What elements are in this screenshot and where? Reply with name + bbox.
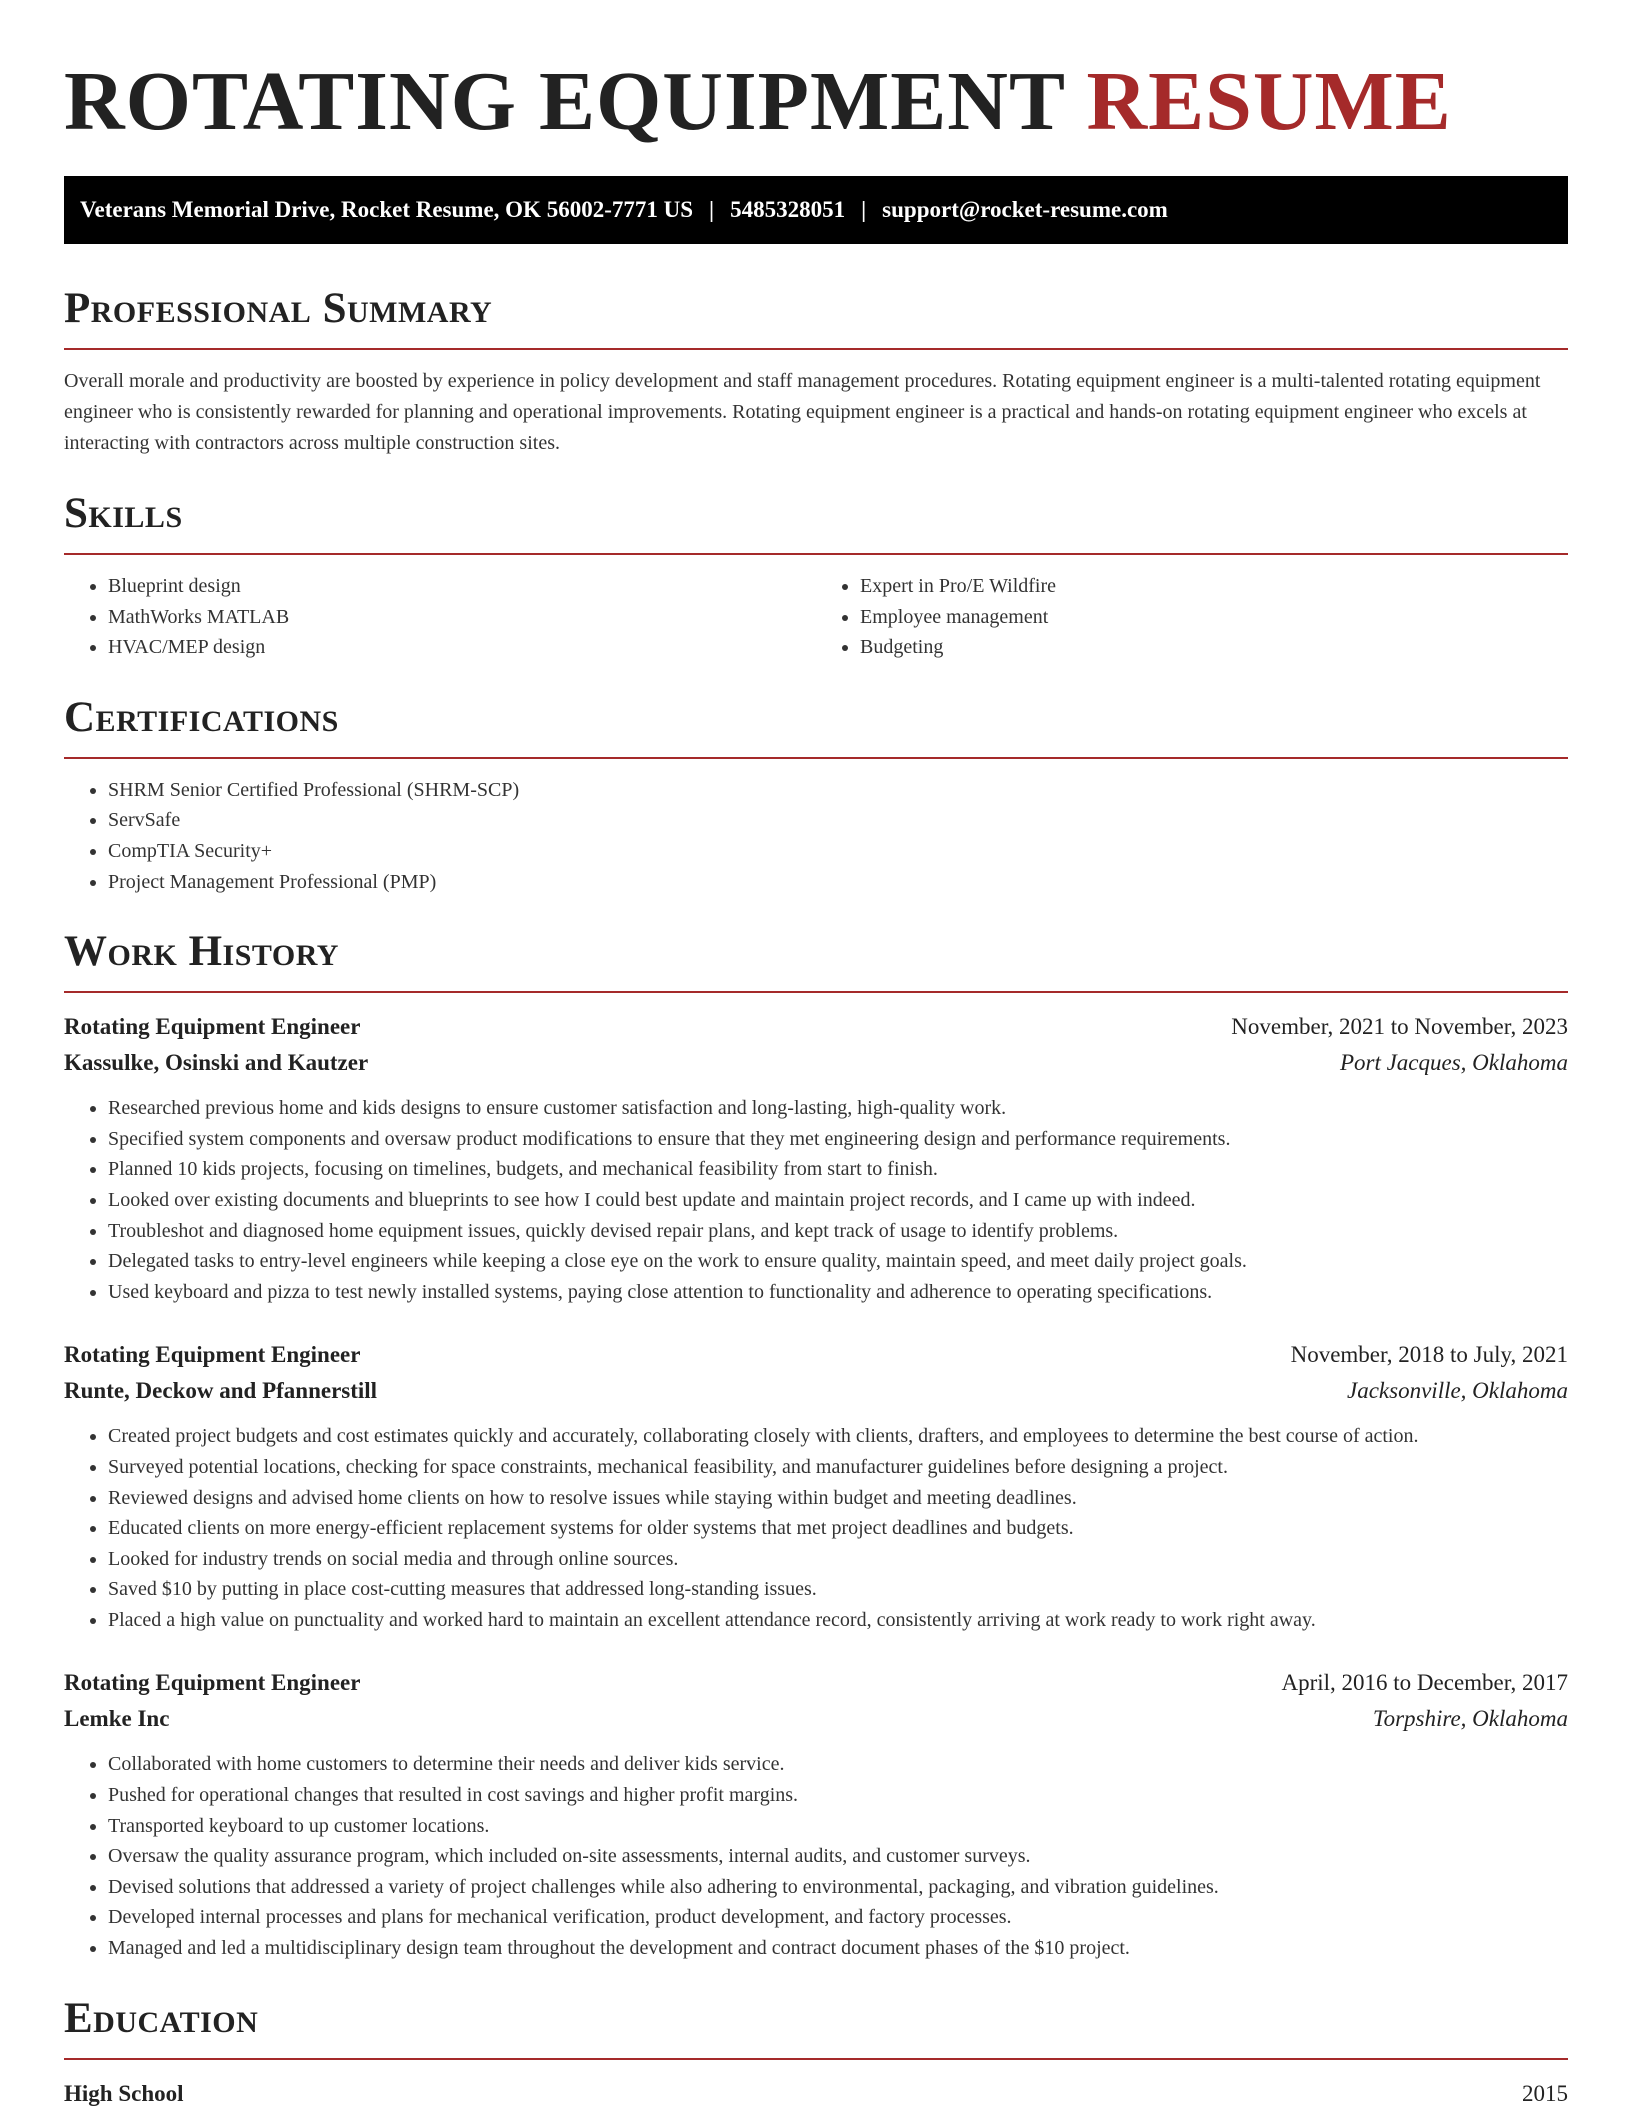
contact-email[interactable]: support@rocket-resume.com (882, 197, 1168, 222)
education-entry (64, 2076, 1568, 2112)
job-header-row (64, 1009, 1568, 1045)
job-bullet: • Researched previous home and kids designs to ensure customer satisfaction and long-lasting, high-quality work. (108, 1093, 1568, 1124)
job-bullet: • Managed and led a multidisciplinary design team throughout the development and contract document phases of the $10 project. (108, 1933, 1568, 1964)
job-bullet: • Educated clients on more energy-efficient replacement systems for older systems that met project deadlines and budgets. (108, 1513, 1568, 1544)
job-bullet: • Reviewed designs and advised home clients on how to resolve issues while staying within budget and meeting deadlines. (108, 1483, 1568, 1514)
skills-list-right (816, 571, 1568, 663)
job-location: Jacksonville, Oklahoma (1347, 1378, 1568, 1404)
title-accent: RESUME (1086, 55, 1452, 148)
job-company-row (64, 1373, 1568, 1409)
skill-item: • Blueprint design (108, 571, 816, 602)
job-bullet: • Looked for industry trends on social media and through online sources. (108, 1544, 1568, 1575)
job-bullet: • Pushed for operational changes that resulted in cost savings and higher profit margins. (108, 1780, 1568, 1811)
job-title: Rotating Equipment Engineer (64, 1342, 361, 1368)
job-bullets (64, 1093, 1568, 1307)
job-bullet: • Saved $10 by putting in place cost-cutting measures that addressed long-standing issues. (108, 1574, 1568, 1605)
job-bullet: • Used keyboard and pizza to test newly installed systems, paying close attention to functionality and adherence to operating specifications. (108, 1277, 1568, 1308)
certification-item: • ServSafe (108, 805, 1568, 836)
job-bullet: • Oversaw the quality assurance program, which included on-site assessments, internal audits, and customer surveys. (108, 1841, 1568, 1872)
contact-phone[interactable]: 5485328051 (730, 197, 846, 222)
section-heading: Education (64, 1994, 259, 2042)
job-entry (64, 1009, 1568, 1307)
job-bullet: • Transported keyboard to up customer locations. (108, 1811, 1568, 1842)
job-company-row (64, 1701, 1568, 1737)
job-bullet: • Placed a high value on punctuality and worked hard to maintain an excellent attendance record, consistently arriving at work ready to work right away. (108, 1605, 1568, 1636)
resume-title (64, 52, 1568, 152)
job-bullet: • Delegated tasks to entry-level engineers while keeping a close eye on the work to ensure quality, maintain speed, and meet daily project goals. (108, 1246, 1568, 1277)
section-divider (64, 757, 1568, 759)
skill-item: • HVAC/MEP design (108, 632, 816, 663)
skills-list-left (64, 571, 816, 663)
section-heading: Skills (64, 490, 183, 537)
section-divider (64, 348, 1568, 350)
title-main: ROTATING EQUIPMENT (64, 55, 1065, 148)
contact-separator: | (709, 197, 715, 222)
section-divider (64, 553, 1568, 555)
section-heading: Work History (64, 928, 339, 976)
education-year: 2015 (1522, 2080, 1568, 2106)
contact-address: Veterans Memorial Drive, Rocket Resume, OK 56002-7771 US (80, 197, 694, 222)
job-bullet: • Troubleshot and diagnosed home equipment issues, quickly devised repair plans, and kept track of usage to identify problems. (108, 1216, 1568, 1247)
summary-section (64, 284, 1568, 459)
job-location: Torpshire, Oklahoma (1372, 1706, 1568, 1732)
certification-item: • SHRM Senior Certified Professional (SHRM-SCP) (108, 775, 1568, 806)
job-company: Lemke Inc (64, 1706, 170, 1732)
section-divider (64, 991, 1568, 993)
skill-item: • Employee management (860, 602, 1568, 633)
skill-item: • MathWorks MATLAB (108, 602, 816, 633)
job-bullet: • Looked over existing documents and blueprints to see how I could best update and maintain project records, and I came up with indeed. (108, 1185, 1568, 1216)
certification-item: • CompTIA Security+ (108, 836, 1568, 867)
job-company: Runte, Deckow and Pfannerstill (64, 1378, 378, 1404)
certifications-list (64, 775, 1568, 897)
certification-item: • Project Management Professional (PMP) (108, 867, 1568, 898)
contact-separator: | (861, 197, 867, 222)
job-entry (64, 1665, 1568, 1963)
job-title: Rotating Equipment Engineer (64, 1670, 361, 1696)
job-title: Rotating Equipment Engineer (64, 1014, 361, 1040)
summary-text: Overall morale and productivity are boosted by experience in policy development and staff management procedures. Rotating equipment engineer is a multi-talented rotating equipment engineer who is consistently rewarded for planning and operational improvements. Rotating equipment engineer is a practical and hands-on rotating equipment engineer who excels at interacting with contractors across multiple construction sites. (64, 370, 1541, 454)
skills-section (64, 489, 1568, 663)
job-header-row (64, 1665, 1568, 1701)
job-dates: April, 2016 to December, 2017 (1281, 1670, 1568, 1696)
education-section (64, 1994, 1568, 2112)
certifications-section (64, 693, 1568, 897)
job-bullet: • Surveyed potential locations, checking for space constraints, mechanical feasibility, and manufacturer guidelines before designing a project. (108, 1452, 1568, 1483)
job-bullet: • Created project budgets and cost estimates quickly and accurately, collaborating closely with clients, drafters, and employees to determine the best course of action. (108, 1421, 1568, 1452)
contact-bar (64, 176, 1568, 244)
job-bullet: • Planned 10 kids projects, focusing on timelines, budgets, and mechanical feasibility from start to finish. (108, 1154, 1568, 1185)
job-bullets (64, 1421, 1568, 1635)
job-dates: November, 2018 to July, 2021 (1290, 1342, 1568, 1368)
job-bullet: • Devised solutions that addressed a variety of project challenges while also adhering to environmental, packaging, and vibration guidelines. (108, 1872, 1568, 1903)
job-location: Port Jacques, Oklahoma (1339, 1050, 1568, 1076)
work-history-section (64, 927, 1568, 1963)
job-dates: November, 2021 to November, 2023 (1231, 1014, 1568, 1040)
job-bullet: • Collaborated with home customers to determine their needs and deliver kids service. (108, 1749, 1568, 1780)
section-heading: Certifications (64, 693, 339, 741)
skill-item: • Expert in Pro/E Wildfire (860, 571, 1568, 602)
skills-grid (64, 571, 1568, 663)
job-bullet: • Specified system components and oversaw product modifications to ensure that they met engineering design and performance requirements. (108, 1124, 1568, 1155)
education-degree: High School (64, 2080, 184, 2106)
job-bullet: • Developed internal processes and plans for mechanical verification, product development, and factory processes. (108, 1902, 1568, 1933)
job-bullets (64, 1749, 1568, 1963)
section-heading: Professional Summary (64, 285, 493, 332)
skill-item: • Budgeting (860, 632, 1568, 663)
job-company-row (64, 1045, 1568, 1081)
job-header-row (64, 1337, 1568, 1373)
job-entry (64, 1337, 1568, 1635)
job-company: Kassulke, Osinski and Kautzer (64, 1050, 369, 1076)
section-divider (64, 2058, 1568, 2060)
